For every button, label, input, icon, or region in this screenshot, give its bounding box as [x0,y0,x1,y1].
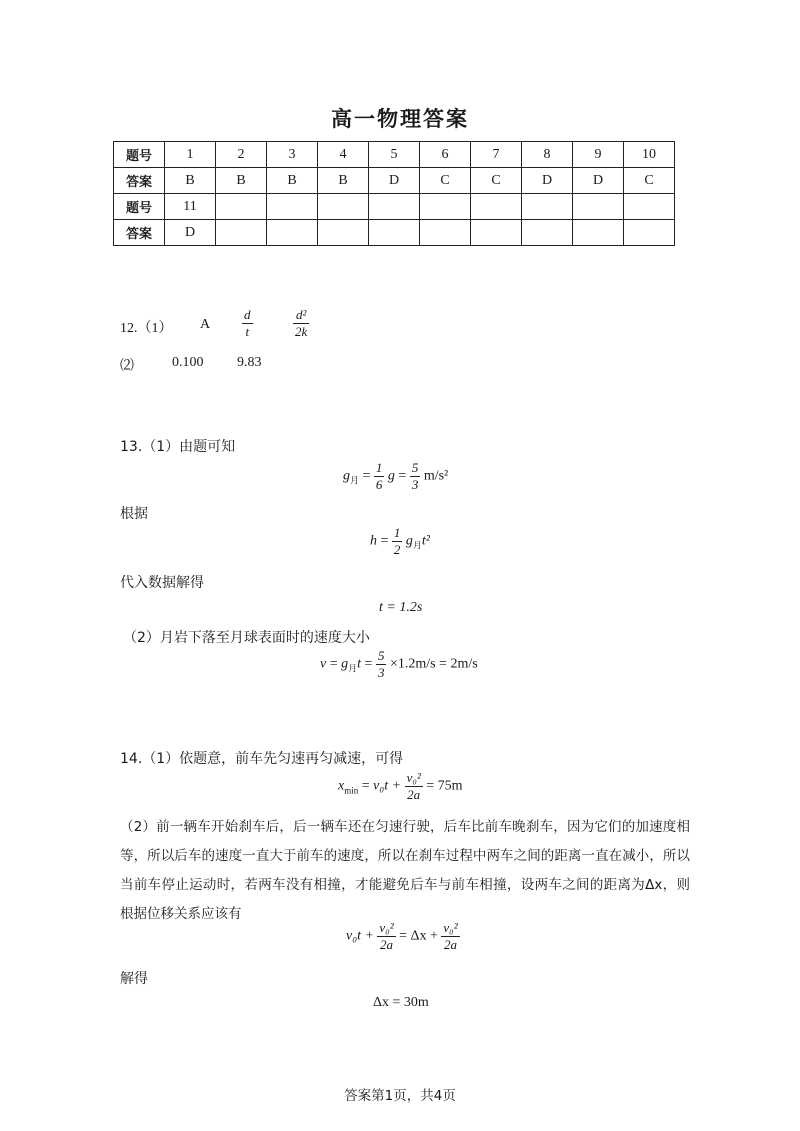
table-cell: D [573,168,624,194]
table-cell: 9 [573,142,624,168]
table-cell: C [471,168,522,194]
table-cell: B [318,168,369,194]
unit: m/s² [423,468,449,484]
q14-solve: 解得 [120,971,148,987]
q12-answer-a: A [200,317,211,332]
q13-part2: （2）月岩下落至月球表面时的速度大小 [123,630,370,646]
q13-substitute: 代入数据解得 [120,575,204,591]
fraction-denominator: 2a [441,936,459,953]
table-header-cell: 答案 [114,168,165,194]
table-cell: 1 [165,142,216,168]
subscript: 月 [412,540,422,551]
table-cell: B [165,168,216,194]
table-cell [267,194,318,220]
subscript: 月 [350,475,360,486]
table-cell: 10 [624,142,675,168]
table-cell [420,194,471,220]
q12-value-1: 0.100 [172,355,204,370]
page-footer: 答案第1页，共4页 [344,1088,456,1104]
symbol: g [405,533,413,549]
table-cell: C [624,168,675,194]
table-cell: B [267,168,318,194]
subscript: 月 [348,663,358,674]
equation-rest: ×1.2m/s = 2m/s [389,656,478,672]
symbol: t² [421,533,431,549]
table-cell: B [216,168,267,194]
q14-equation-3: Δx = 30m [373,995,429,1010]
symbol: g [341,656,349,672]
q14-equation-2 [346,920,460,953]
q13-equation-4: $v = g_月t$ = $\frac{5}{3}$ ×1.2m/s = 2m/s [320,648,478,680]
table-cell: D [522,168,573,194]
table-cell [471,220,522,246]
table-cell: 5 [369,142,420,168]
table-header-cell: 答案 [114,220,165,246]
table-cell [267,220,318,246]
fraction-denominator: t [242,323,253,340]
equation-rhs: = 75m [426,778,463,794]
table-cell [318,220,369,246]
q12-value-2: 9.83 [237,355,262,370]
table-cell [369,220,420,246]
equation-term: v₀t + [346,928,374,944]
fraction-numerator: 1 [375,460,383,475]
fraction-numerator: d² [295,307,307,322]
table-cell [573,194,624,220]
table-cell: 6 [420,142,471,168]
symbol: g [343,468,350,484]
fraction-numerator: d [244,307,251,322]
q14-equation-1: $x_{min} = v_0t$ + $\frac{\text{v₀²}}{2a}$ = 75m [338,770,463,802]
table-row [114,220,675,246]
table-row [114,142,675,168]
fraction-denominator: 2 [393,542,401,557]
q12-label: 12.（1） [120,321,173,336]
symbol: v [320,656,327,672]
fraction-denominator: 3 [411,477,419,492]
table-cell: 2 [216,142,267,168]
fraction-numerator: v₀² [379,920,394,935]
table-header-cell: 题号 [114,194,165,220]
table-cell: C [420,168,471,194]
q13-equation-3: t = 1.2s [379,600,423,615]
fraction-numerator: 5 [377,648,385,663]
q14-intro: 14.（1）依题意，前车先匀速再匀减速，可得 [120,751,404,767]
fraction-numerator: 1 [393,525,401,540]
equation-term: v₀t + [373,778,402,794]
table-cell [624,220,675,246]
page-title: 高一物理答案 [331,107,469,131]
table-cell [318,194,369,220]
q13-equation-1: $g_月$ = $\frac{1}{6}$ g = $\frac{5}{3}$ m/s² [343,460,449,492]
table-cell: 8 [522,142,573,168]
table-row [114,194,675,220]
table-cell [420,220,471,246]
table-header-cell: 题号 [114,142,165,168]
table-cell [522,220,573,246]
table-cell [573,220,624,246]
table-cell: 7 [471,142,522,168]
table-cell: 11 [165,194,216,220]
subscript: min [344,785,359,796]
q14-paragraph: （2）前一辆车开始刹车后，后一辆车还在匀速行驶，后车比前车晚刹车，因为它们的加速度相等，所以后车的速度一直大于前车的速度，所以在刹车过程中两车之间的距离一直在减小，所以当前车停止运动时，若两车没有相撞，才能避免后车与前车相撞，设两车之间的距离为Δx，则根据位移关系应该有 [120,819,690,922]
fraction-denominator: 2a [377,936,395,953]
fraction-numerator: v₀² [406,770,421,785]
table-cell: 3 [267,142,318,168]
fraction-denominator: 2k [295,324,308,339]
q12-fraction-1 [242,307,253,340]
symbol: x [338,778,345,794]
q13-equation-2: h = $\frac{1}{2}$ $g_月t^2$ [370,525,431,557]
q13-basis: 根据 [120,506,148,522]
table-cell [624,194,675,220]
table-cell [216,220,267,246]
fraction-denominator: 2a [405,786,423,803]
fraction-numerator: v₀² [443,920,458,935]
table-cell [369,194,420,220]
equation-term: = Δx + [399,928,438,944]
table-cell [471,194,522,220]
table-cell: 4 [318,142,369,168]
fraction-denominator: 3 [377,665,385,680]
symbol: t [357,656,362,672]
table-cell: D [369,168,420,194]
table-cell [522,194,573,220]
table-row [114,168,675,194]
symbol: h [370,533,377,549]
q13-intro: 13.（1）由题可知 [120,439,236,455]
answer-table [113,141,675,246]
fraction-denominator: 6 [375,477,383,492]
q12-fraction-2 [293,307,309,340]
table-cell [216,194,267,220]
symbol: g [387,468,395,484]
fraction-numerator: 5 [411,460,419,475]
table-cell: D [165,220,216,246]
q12-part2-label: ⑵ [120,359,134,374]
